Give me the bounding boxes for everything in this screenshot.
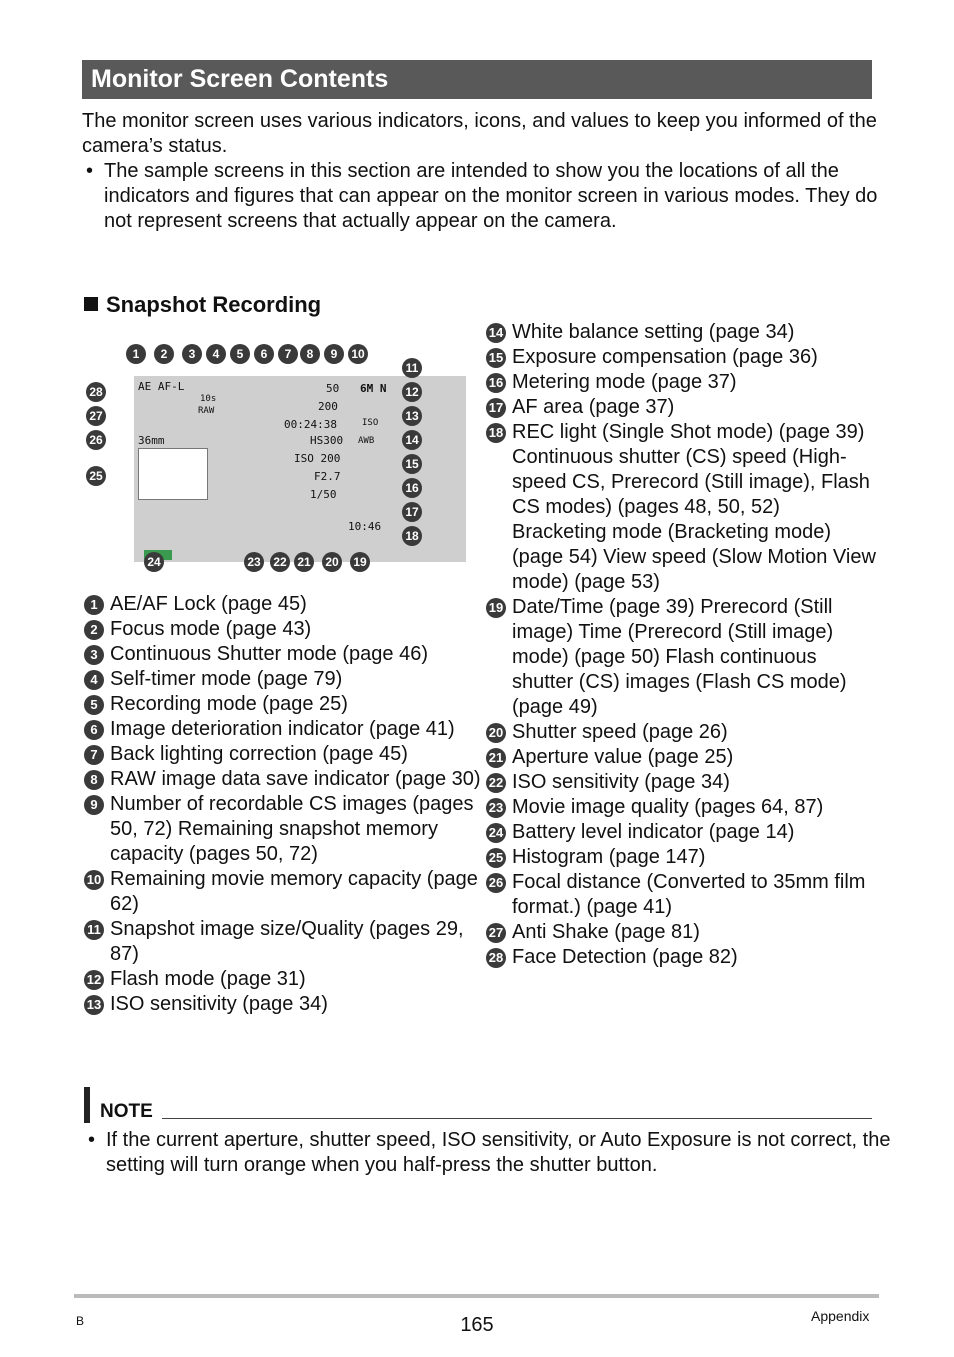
bullet-dot: • [86,160,94,182]
number-badge: 3 [84,645,104,665]
number-badge: 10 [84,870,104,890]
callout-badge: 2 [154,344,174,364]
callout-badge: 8 [300,344,320,364]
section-heading [84,292,321,318]
number-badge: 4 [84,670,104,690]
legend-text: Number of recordable CS images (pages 50, 72) Remaining snapshot memory capacity (pages 50, 72) [110,793,474,865]
callout-badge: 19 [350,552,370,572]
number-badge: 24 [486,823,506,843]
legend-item [486,795,876,820]
legend-text: Focus mode (page 43) [110,618,312,640]
legend-text: ISO sensitivity (page 34) [512,771,730,793]
legend-item [84,692,484,717]
legend-text: Aperture value (page 25) [512,746,734,768]
intro-text: The monitor screen uses various indicators, icons, and values to keep you informed of the camera’s status. [82,110,877,157]
legend-item [486,420,876,595]
number-badge: 25 [486,848,506,868]
legend-item [486,320,876,345]
number-badge: 17 [486,398,506,418]
size-quality: 6M N [360,382,387,395]
footer-section: Appendix [811,1308,870,1324]
callout-badge: 23 [244,552,264,572]
legend-text: Image deterioration indicator (page 41) [110,718,455,740]
legend-text: Recording mode (page 25) [110,693,348,715]
legend-item [84,767,484,792]
callout-badge: 7 [278,344,298,364]
legend-item [84,717,484,742]
legend-text: REC light (Single Shot mode) (page 39) Continuous shutter (CS) speed (High-speed CS, Prerecord (Still image), Flash CS modes) (pages 48, 50, 52) Bracketing mode (Bracketing mode) (page 54) View speed (Slow Motion View mode) (page 53) [512,421,876,593]
legend-item [84,792,484,867]
intro-section [82,109,882,234]
legend-text: Exposure compensation (page 36) [512,346,818,368]
number-badge: 14 [486,323,506,343]
legend-text: AE/AF Lock (page 45) [110,593,307,615]
legend-item [486,370,876,395]
legend-text: Remaining movie memory capacity (page 62) [110,868,478,915]
legend-text: Snapshot image size/Quality (pages 29, 87) [110,918,464,965]
footer-left: B [76,1314,85,1328]
number-badge: 5 [84,695,104,715]
callout-badge: 22 [270,552,290,572]
legend-text: Metering mode (page 37) [512,371,737,393]
number-badge: 18 [486,423,506,443]
page-number: 165 [460,1314,494,1336]
legend-item [84,642,484,667]
number-badge: 12 [84,970,104,990]
callout-badge: 4 [206,344,226,364]
movie-quality: HS300 [310,434,344,447]
callout-badge: 17 [402,502,422,522]
legend-item [84,917,484,967]
legend-text: ISO sensitivity (page 34) [110,993,328,1015]
legend-item [486,920,876,945]
histogram [138,448,208,500]
callout-badge: 16 [402,478,422,498]
aperture-value: F2.7 [314,470,341,483]
callout-badge: 20 [322,552,342,572]
movie-time: 00:24:38 [284,418,337,431]
callout-badge: 11 [402,358,422,378]
ae-af-indicator: AE AF-L [138,380,185,393]
legend-text: White balance setting (page 34) [512,321,795,343]
callout-badge: 18 [402,526,422,546]
number-badge: 15 [486,348,506,368]
focal-distance: 36mm [138,434,165,447]
legend-text: Self-timer mode (page 79) [110,668,343,690]
number-badge: 6 [84,720,104,740]
snapshot-count: 200 [318,400,338,413]
number-badge: 20 [486,723,506,743]
legend-text: Anti Shake (page 81) [512,921,700,943]
legend-text: RAW image data save indicator (page 30) [110,768,481,790]
number-badge: 21 [486,748,506,768]
cs-count: 50 [326,382,340,395]
legend-item [84,617,484,642]
legend-text: Date/Time (page 39) Prerecord (Still image) Time (Prerecord (Still image) mode) (page 50) Flash continuous shutter (CS) images (Flash CS mode) (page 49) [512,596,847,718]
section-title: Snapshot Recording [106,292,322,317]
left-legend-list [84,592,484,1017]
note-body: If the current aperture, shutter speed, ISO sensitivity, or Auto Exposure is not correct, the setting will turn orange when you half-press the shutter button. [106,1129,891,1176]
legend-text: Battery level indicator (page 14) [512,821,795,843]
iso-value: ISO 200 [294,452,341,465]
number-badge: 26 [486,873,506,893]
callout-badge: 3 [182,344,202,364]
note-text [84,1128,896,1178]
note-bar [84,1087,90,1123]
legend-text: Shutter speed (page 26) [512,721,728,743]
number-badge: 8 [84,770,104,790]
note-rule [162,1118,872,1119]
legend-text: Histogram (page 147) [512,846,706,868]
legend-item [486,945,876,970]
legend-text: Face Detection (page 82) [512,946,738,968]
footer-rule [74,1294,879,1298]
legend-item [486,770,876,795]
number-badge: 2 [84,620,104,640]
right-legend-list [486,320,876,970]
callout-badge: 10 [348,344,368,364]
callout-badge: 28 [86,382,106,402]
legend-item [486,820,876,845]
number-badge: 22 [486,773,506,793]
bullet-dot: • [88,1129,96,1151]
legend-item [486,870,876,920]
shutter-value: 1/50 [310,488,337,501]
legend-text: Back lighting correction (page 45) [110,743,408,765]
number-badge: 19 [486,598,506,618]
legend-item [486,720,876,745]
callout-badge: 24 [144,552,164,572]
callout-badge: 12 [402,382,422,402]
legend-text: AF area (page 37) [512,396,675,418]
callout-badge: 13 [402,406,422,426]
legend-text: Focal distance (Converted to 35mm film format.) (page 41) [512,871,866,918]
awb-icon: AWB [358,436,375,446]
square-bullet-icon [84,297,98,311]
number-badge: 27 [486,923,506,943]
page-title: Monitor Screen Contents [91,65,389,93]
legend-item [486,395,876,420]
legend-item [84,992,484,1017]
legend-item [486,745,876,770]
note-label: NOTE [100,1101,153,1122]
number-badge: 7 [84,745,104,765]
legend-item [486,345,876,370]
legend-item [84,967,484,992]
callout-badge: 5 [230,344,250,364]
number-badge: 28 [486,948,506,968]
legend-item [84,667,484,692]
iso-icon: ISO [362,418,379,428]
callout-badge: 1 [126,344,146,364]
legend-item [84,867,484,917]
legend-item [84,742,484,767]
monitor-diagram [82,330,482,580]
number-badge: 16 [486,373,506,393]
number-badge: 11 [84,920,104,940]
number-badge: 1 [84,595,104,615]
legend-item [84,592,484,617]
legend-item [486,595,876,720]
legend-text: Movie image quality (pages 64, 87) [512,796,824,818]
intro-bullet [82,159,882,234]
callout-badge: 21 [294,552,314,572]
bullet-text: The sample screens in this section are intended to show you the locations of all the indicators and figures that can appear on the monitor screen in various modes. They do not represent screens that actually appear on the camera. [104,160,878,232]
legend-text: Continuous Shutter mode (page 46) [110,643,428,665]
title-bar [82,60,872,99]
callout-badge: 6 [254,344,274,364]
legend-text: Flash mode (page 31) [110,968,306,990]
callout-badge: 25 [86,466,106,486]
number-badge: 23 [486,798,506,818]
raw-indicator: RAW [198,406,215,416]
callout-badge: 9 [324,344,344,364]
legend-item [486,845,876,870]
callout-badge: 26 [86,430,106,450]
callout-badge: 27 [86,406,106,426]
callout-badge: 15 [402,454,422,474]
number-badge: 9 [84,795,104,815]
timer-indicator: 10s [200,394,217,404]
callout-badge: 14 [402,430,422,450]
date-time: 10:46 [348,520,382,533]
number-badge: 13 [84,995,104,1015]
